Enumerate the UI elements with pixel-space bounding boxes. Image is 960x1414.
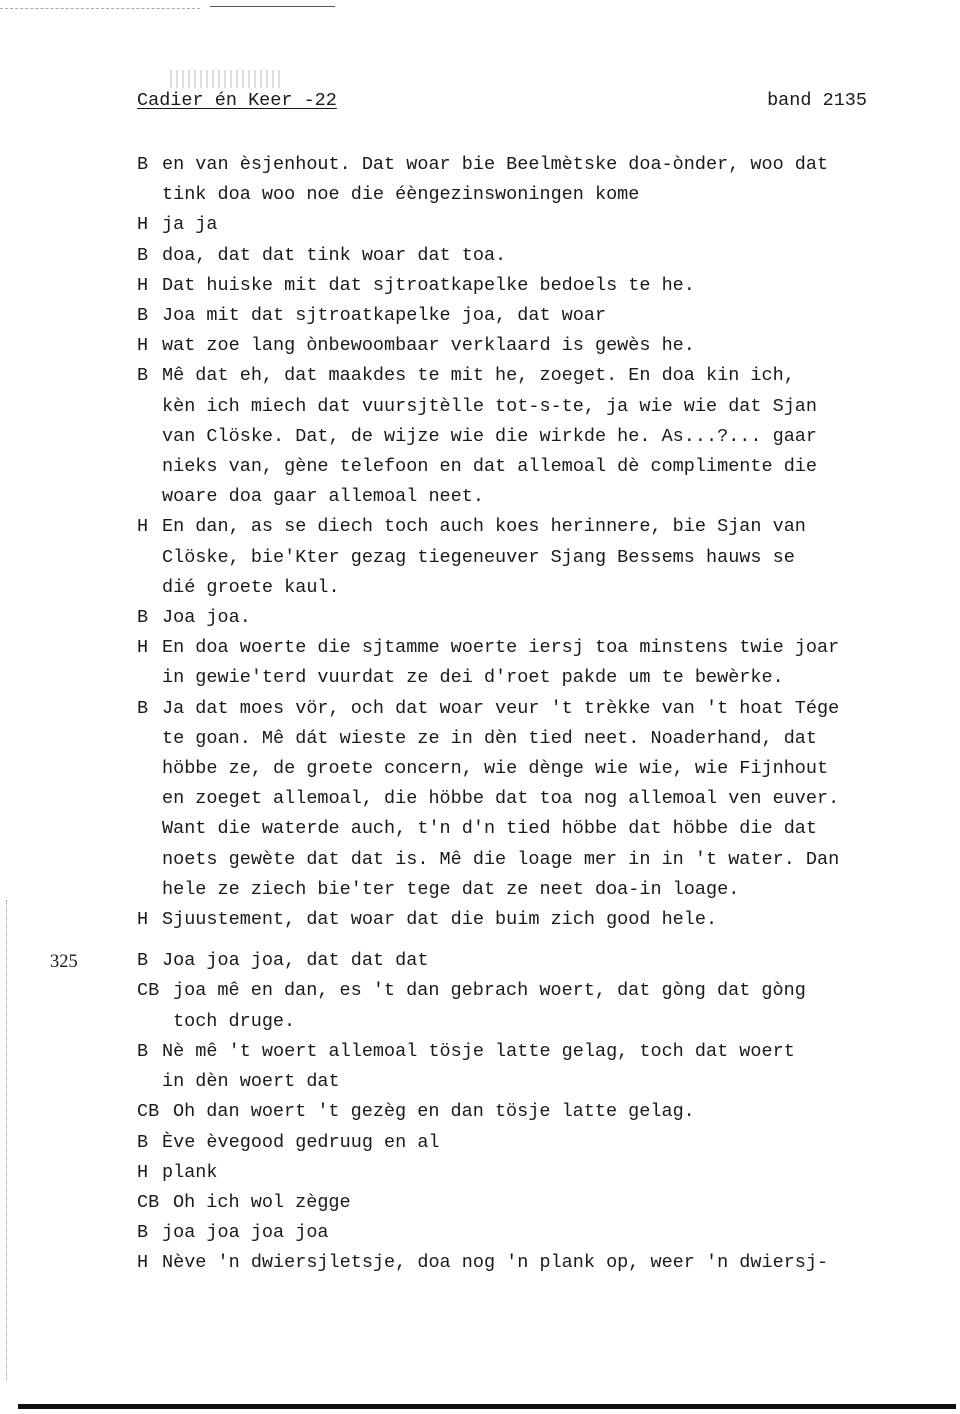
speaker-label: B: [137, 697, 149, 719]
transcript-utterance: [137, 150, 927, 210]
speaker-label: B: [137, 950, 149, 972]
transcript-utterance: [137, 361, 927, 512]
utterance-line: nieks van, gène telefoon en dat allemoal dè complimente die: [162, 456, 818, 478]
utterance-line: in gewie'terd vuurdat ze dei d'roet pakde um te bewèrke.: [162, 667, 784, 689]
speaker-label: CB: [137, 980, 160, 1002]
speaker-label: B: [137, 154, 149, 175]
transcript-utterance: [137, 1218, 927, 1248]
utterance-line: Joa mit dat sjtroatkapelke joa, dat woar: [162, 305, 607, 327]
utterance-line: en van èsjenhout. Dat woar bie Beelmètske doa-ònder, woo dat: [162, 154, 829, 175]
title-part-rest: Keer -22: [248, 90, 337, 111]
transcript-utterance: [137, 1188, 927, 1218]
speaker-label: H: [137, 637, 149, 659]
speaker-label: CB: [137, 1191, 160, 1213]
transcript-utterance: [137, 210, 927, 240]
utterance-line: wat zoe lang ònbewoombaar verklaard is gewès he.: [162, 335, 695, 357]
transcript-utterance: [137, 1097, 927, 1127]
utterance-line: in dèn woert dat: [162, 1071, 340, 1093]
utterance-line: kèn ich miech dat vuursjtèlle tot-s-te, ja wie wie dat Sjan: [162, 395, 818, 417]
transcript-utterance: [137, 1128, 927, 1158]
utterance-line: hele ze ziech bie'ter tege dat ze neet doa-in loage.: [162, 878, 740, 900]
utterance-line: joa joa joa joa: [162, 1222, 329, 1244]
speaker-label: B: [137, 1222, 149, 1244]
utterance-line: tink doa woo noe die éèngezinswoningen kome: [162, 184, 640, 206]
transcript-utterance: [137, 331, 927, 361]
paragraph-gap: [137, 935, 927, 946]
speaker-label: B: [137, 1131, 149, 1153]
page-header: [137, 90, 867, 114]
utterance-line: dié groete kaul.: [162, 576, 340, 598]
speaker-label: H: [137, 274, 149, 296]
utterance-line: te goan. Mê dát wieste ze in dèn tied neet. Noaderhand, dat: [162, 727, 818, 749]
speaker-label: B: [137, 305, 149, 327]
utterance-line: Nève 'n dwiersjletsje, doa nog 'n plank op, weer 'n dwiersj-: [162, 1252, 829, 1274]
speaker-label: H: [137, 214, 149, 236]
utterance-line: En dan, as se diech toch auch koes herinnere, bie Sjan van: [162, 516, 806, 538]
utterance-line: doa, dat dat tink woar dat toa.: [162, 244, 507, 266]
tape-band-number: band 2135: [767, 90, 867, 111]
scan-artifact-rule: [210, 6, 335, 7]
tape-counter: 325: [50, 952, 78, 972]
utterance-line: Nè mê 't woert allemoal tösje latte gelag, toch dat woert: [162, 1040, 795, 1062]
transcript-utterance: [137, 271, 927, 301]
utterance-line: Want die waterde auch, t'n d'n tied höbbe dat höbbe die dat: [162, 818, 818, 840]
title-part-conj: én: [214, 90, 237, 111]
transcript-utterance: [137, 1158, 927, 1188]
utterance-line: Joa joa.: [162, 607, 251, 629]
utterance-line: Mê dat eh, dat maakdes te mit he, zoeget. En doa kin ich,: [162, 365, 795, 387]
transcript-utterance: [137, 512, 927, 603]
speaker-label: H: [137, 516, 149, 538]
transcript-utterance: [137, 905, 927, 935]
transcript: [137, 150, 927, 1279]
speaker-label: H: [137, 1161, 149, 1183]
utterance-line: Oh ich wol zègge: [173, 1191, 351, 1213]
utterance-line: ja ja: [162, 214, 218, 236]
transcript-utterance: [137, 1037, 927, 1097]
utterance-line: en zoeget allemoal, die höbbe dat toa nog allemoal ven euver.: [162, 788, 840, 810]
speaker-label: B: [137, 1040, 149, 1062]
utterance-line: woare doa gaar allemoal neet.: [162, 486, 484, 508]
utterance-line: höbbe ze, de groete concern, wie dènge wie wie, wie Fijnhout: [162, 758, 829, 780]
scan-artifact-edge: [6, 900, 8, 1380]
utterance-line: Sjuustement, dat woar dat die buim zich good hele.: [162, 909, 718, 931]
utterance-line: Ève èvegood gedruug en al: [162, 1131, 440, 1153]
transcript-utterance: [137, 694, 927, 905]
utterance-line: joa mê en dan, es 't dan gebrach woert, dat gòng dat gòng: [173, 980, 806, 1002]
utterance-line: Oh dan woert 't gezèg en dan tösje latte gelag.: [173, 1101, 695, 1123]
speaker-label: B: [137, 365, 149, 387]
utterance-line: noets gewète dat dat is. Mê die loage mer in in 't water. Dan: [162, 848, 840, 870]
utterance-line: toch druge.: [173, 1010, 296, 1032]
utterance-line: Clöske, bie'Kter gezag tiegeneuver Sjang Bessems hauws se: [162, 546, 795, 568]
transcript-utterance: [137, 976, 927, 1036]
speaker-label: H: [137, 335, 149, 357]
speaker-label: CB: [137, 1101, 160, 1123]
transcript-utterance: [137, 1248, 927, 1278]
utterance-line: plank: [162, 1161, 218, 1183]
transcript-utterance: [137, 241, 927, 271]
transcript-utterance: [137, 301, 927, 331]
speaker-label: B: [137, 244, 149, 266]
speaker-label: B: [137, 607, 149, 629]
utterance-line: Dat huiske mit dat sjtroatkapelke bedoels te he.: [162, 274, 695, 296]
document-title: [137, 90, 337, 111]
speaker-label: H: [137, 909, 149, 931]
utterance-line: Joa joa joa, dat dat dat: [162, 950, 429, 972]
transcript-utterance: [137, 946, 927, 976]
transcript-utterance: [137, 603, 927, 633]
utterance-line: En doa woerte die sjtamme woerte iersj toa minstens twie joar: [162, 637, 840, 659]
speaker-label: H: [137, 1252, 149, 1274]
scan-smudge: [170, 70, 280, 88]
transcript-utterance: [137, 633, 927, 693]
title-part-place: Cadier: [137, 90, 204, 111]
scan-bottom-edge: [18, 1404, 956, 1409]
scan-artifact-specks: [0, 8, 200, 13]
utterance-line: van Clöske. Dat, de wijze wie die wirkde he. As...?... gaar: [162, 425, 818, 447]
utterance-line: Ja dat moes vör, och dat woar veur 't trèkke van 't hoat Tége: [162, 697, 840, 719]
